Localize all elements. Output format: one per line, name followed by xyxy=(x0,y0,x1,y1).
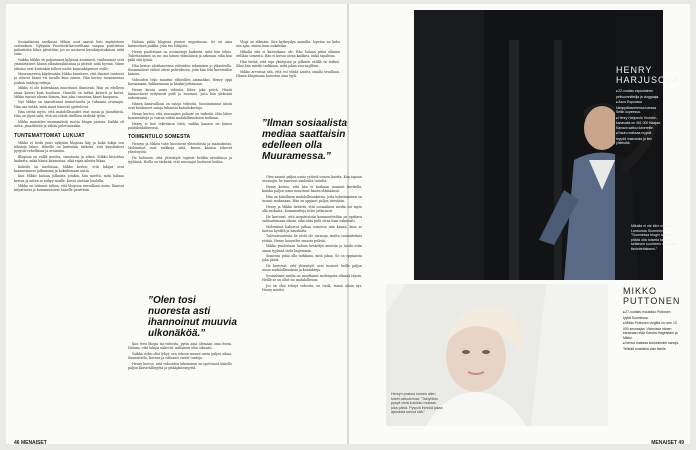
article-column-3: Vlogi on elämäni. Kun kytkeydyn aamulla, lopetan ne koko sen ajan, ennen kuin nukahdan. Mikolla sitä ei kuitenkaan ole. Hän haluaa pitää elämän erillään somesta. Hän ei kuvaa aivan kaikkea, mikä tapahtuu. Hän tietää, että raja yksityisen ja julkisen välillä on tärkeä. Siksi hän miettii tarkkaan, mitä jakaa seuraajilleen. Mikko arvostaa sitä, että voi tehdä asioita omalla tavallaan. Hänen blogissaan korostuu oma tyyli. xyxy=(236,40,340,78)
right-folio: MENAISET 49 xyxy=(651,440,684,446)
fact-item: ■ Nauru maksaa myydä myydä mainoksia ja tien yhteistöä. xyxy=(616,131,662,146)
article-column-2b: Kun teen blogia tai videoita, pyrin aina olemaan oma itseni. Haluan, että lukijat näkevät, millainen olen oikeasti. Vaikka video olisi lyhyt, sen tekoon menee usein paljon aikaa. Suunnittelu, kuvaus ja editointi vievät tunteja. Henry kertoo, että videoiden tekeminen on opettanut hänelle paljon kärsivällisyyttä ja pitkäjänteisyyttä. xyxy=(128,342,232,370)
article-column-2: Haluan pitää blogissa pienen myyntiosan. Se on aina kiinnostava paikka, joka tuo lukijoita. Henry puolestaan on avoimempi kaikesta, mitä hän tekee. Tubettaminen on iso osa hänen elämäänsä ja arkeaan, eikä hän pidä sitä työnä. Hän kertoo aloittaneensa videoiden tekemisen jo yläasteella. Ensimmäiset videot olivat pelivideoita, joita hän teki kavereiden kanssa. Videoiden teko muuttui vähitellen ammatiksi. Henry oppi kuvaamaan, leikkaamaan ja käsikirjoittamaan. Henry kuvaa uusia videoita lähes joka päivä. Häntä kiinnostavat erityisesti pelit ja huumori, joita hän yhdistää videoissaan. Hänen kanavallaan on satoja videoita. Suosituimmat niistä ovat keränneet satoja tuhansia katselukertoja. Henry kertoo, että seuraajien palaute on tärkeää. Hän lukee kommentteja ja vastaa niihin mahdollisuuksien mukaan. Henry ei koe tekevänsä töitä, vaikka kanava on hänen päätulonlähteensä. TOIMENTULO SOMESTA Henryn ja Mikon tulot koostuvat yhteistöistä ja mainoksista. Molemmat ovat tarkkoja siitä, kenen kanssa tekevät yhteistyötä. He haluavat, että yhteistyöt sopivat heidän arvoihinsa ja tyyliinsä. Heille on tärkeää, että seuraajat luottavat heihin. xyxy=(128,40,232,165)
subheading-2: TOIMENTULO SOMESTA xyxy=(128,134,191,141)
caption-bottom: Henryn poskea somen alien toiset vaikutelmat. ”Taloyhtiön pysyä vielä koivikko mukaan joka päivä. Pysyvä ihmisiä jakaa ajatuksia sanoa sitä.” xyxy=(391,392,443,415)
fact-item: ■ Henry Harjusola Youtube-kanavalla on 451 000 tilaajaa. Kanava sattuu kavereille. xyxy=(616,116,662,131)
henry-profile xyxy=(616,65,680,147)
profile-facts-henry xyxy=(616,89,662,146)
pull-quote-left: ”Olen tosi nuoresta asti ihannoinut muuvia ulkonäköä.” xyxy=(148,295,237,339)
fact-item: ■ Mikko Puttonen vlogilla on noin 13 000 seuraajaa. Videoissa hänen kanssaan elää Sandra Hagelstam ja Mikko. xyxy=(623,321,679,340)
article-column-4: Olen saanut paljon uusia ystäviä somen kautta. Kun tapaan seuraajia, he tuntuvat vanhoilta tutuilta. Henry kertoo, että hän ei koskaan osannut kuvitella, kuinka paljon some muuttaisi hänen elämäänsä. Hän on kiitollinen mahdollisuuksista, joita tubettaminen on tuonut mukanaan. Hän on oppinut paljon itsestään. Henry ja Mikko tietävät, että sosiaalinen media voi myös olla raskasta. Kommentteja tulee jatkuvasti. He kertovat, että negatiivisiin kommentteihin on opittava suhtautumaan oikein, eikä niitä pidä ottaa liian vakavasti. Molemmat haluavat jatkaa somessa niin kauan, kuin se tuntuu hyvältä ja hauskalta. Tulevaisuudesta he eivät ole varmoja, mutta suunnitelmia riittää. Henry haaveilee omasta pelistä. Mikko puolestaan haluaa keskittyä muotiin ja tuoda esiin oman tyylinsä vielä laajemmin. Somessa pitää olla tarkkana, mitä jakaa. Se on oppimista joka päivä. He kertovat, että yhteistyöt ovat tuoneet heille paljon uusia mahdollisuuksia ja kontakteja. Sosiaalinen media on muuttanut molempien elämää täysin. Heille se on ollut iso mahdollisuus. Jos en olisi tehnyt videoita, en tiedä, missä olisin nyt, Henry miettii. xyxy=(262,175,362,293)
pull-quote-right: ”Ilman sosiaalista mediaa saattaisin edelleen olla Muuramessa.” xyxy=(262,118,348,162)
mikko-profile xyxy=(623,286,679,352)
caption-top: Mikaila ei ole kiire muuttaa Lontoosta Suomeen. ”Suomessa blogin kannus pitäisi olla toisella tavalla sellaisen suurheen on paljolta tiedotteitakseni.” xyxy=(631,224,679,251)
profile-name-henry: HENRY HARJUSOLA xyxy=(616,65,680,85)
fact-item: ■ 22-vuotias espoolainen pelisuunnittelija ja vloggaaja. xyxy=(616,89,662,99)
fact-item: ■ Neuvo maksaa kulloinkinkin sanoja. Tehkää musiikkia vain itselle. xyxy=(623,341,679,351)
profile-facts-mikko xyxy=(623,310,679,351)
subheading-1: TUNTEMATTOMAT LUKIJAT xyxy=(14,132,85,139)
article-column-1: Sosiaalisessa mediassa Mikon asut saavat heti myönteisen vastauksen. Nykyään Facebook-kavereiltaan saapuu positiivisia palautteita lähes päivittäin, jos ne nostavat kuvakirjoituksissa niitä esiin. Vaikka Mikko on paljastanut kyljensä avoimesti, vanhemmat ovat ymmärtäneet hänen elämänvalintansa ja pitävät niitä hyvinä. Viime aikoina ovat kuitenkin tulleet uudet kanssakäymiset esille. Muurameessa käydessään Mikko havaitsee, että ihmiset tuntevat ja ottavat hänet eri tavalla kuin ennen. Hän kertoo tavanneensa joukon vanhoja tuttuja. Mikko ei ole kuitenkaan muuttunut ihmisenä. Hän on edelleen sama kaveri kuin koulussa. Hänellä on tarkat kaverit ja kuvat. Mikko tuntuu olevan iloinen, kun joku tunnistaa hänet kaupassa. Nyt Mikko on saavuttanut tunnettuutta ja tuhansia seuraajia. Hän saa tietää, mitä muut hänestä ajattelevat. Hän tietää myös, että mahdollisuudet ovat uusia ja jännittäviä. Hän on ylpeä siitä, että voi tehdä itselleen tärkeää työtä. Mikko muistelee ensimmäistä vuotta blogin parissa. Kaikki oli uutta, jännittävää ja vähän pelottavaakin. TUNTEMATTOMAT LUKIJAT Mikko ei tiedä juuri nykyään blogissa käy ja kuka lukija sen tekstejä lukee. Hänelle on kuitenkin tärkeää, että kirjoitukset pysyvät rehellisinä ja avoimina. Blogissa on esillä muotia, sisustusta ja arkea. Mikko kirjoittaa kaikesta, mikä häntä kiinnostaa, eikä rajaa aiheita liikaa. Kokeilu on mieluisaa. Mikko kertoo, että lukijat ovat kannustaneet jatkamaan ja kokeilemaan uutta. Kun Mikko haluaa julkaista jotakin, hän miettii, mitä haluaa kertoa ja miten se näkyy muille. Kuvat otetaan huolella. Mikko on tottunut siihen, että blogissa vieraillaan usein. Ihmiset kirjoittavat ja kommentoivat hänelle päivittäin. xyxy=(14,40,124,193)
left-folio: 46 MENAISET xyxy=(14,440,47,446)
profile-name-mikko: MIKKO PUTTONEN xyxy=(623,286,681,306)
fact-item: ■ Asuu Espoossa kämppäkaveriensa kanssa Sellin kupeessa. xyxy=(616,100,662,115)
fact-item: ■ 27-vuotias muusikko Puttosen tyyliä Suomessa. xyxy=(623,310,679,320)
